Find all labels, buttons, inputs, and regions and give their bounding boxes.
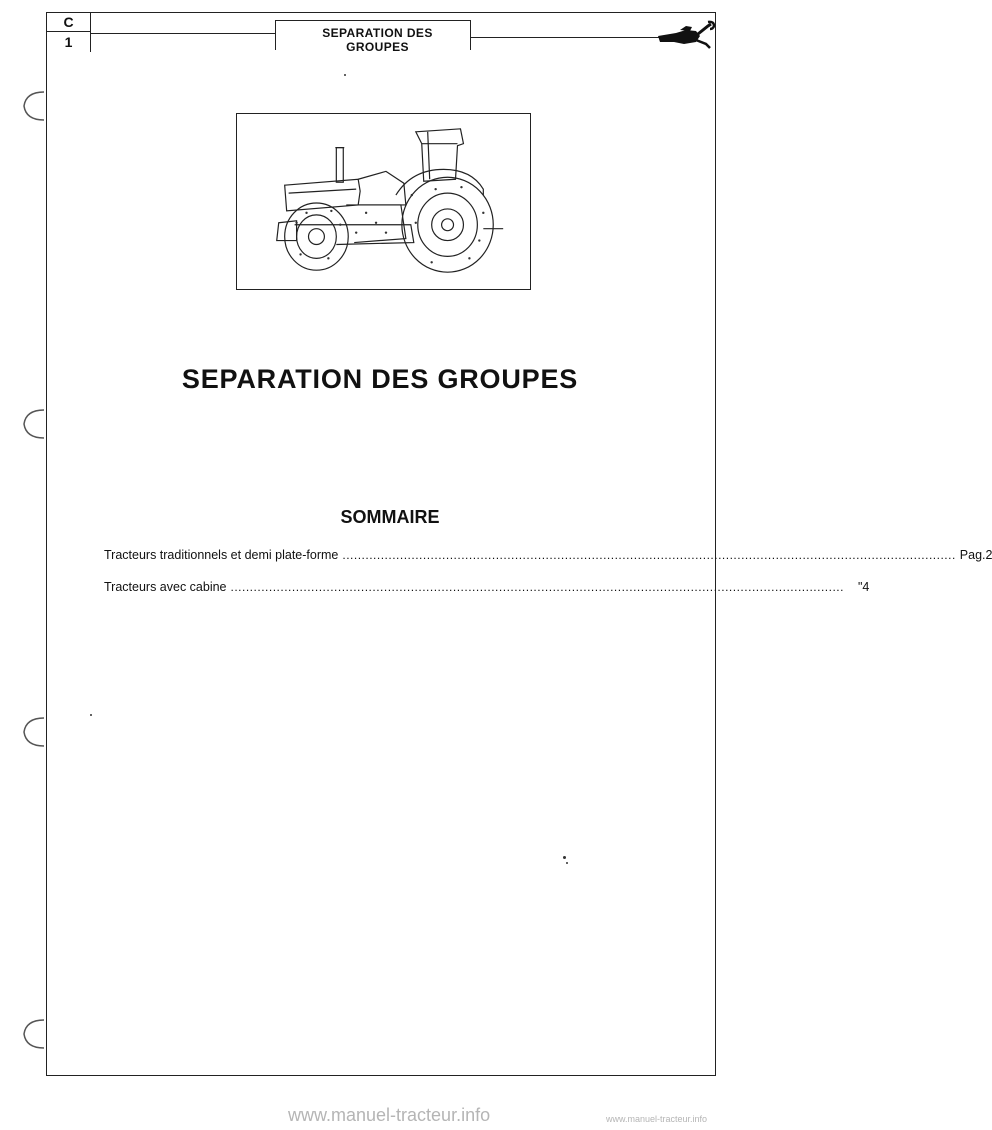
toc-entry-pag: " [857, 580, 863, 594]
header-rule-top [275, 20, 470, 21]
toc-entry-text: Tracteurs traditionnels et demi plate-forme [104, 548, 339, 562]
hand-wrench-icon [656, 20, 718, 50]
toc-entry-page: 4 [862, 580, 870, 594]
scan-speck [563, 856, 566, 859]
binder-hole-icon [18, 406, 46, 442]
toc-list-2 [104, 578, 870, 596]
tractor-illustration [237, 114, 530, 289]
toc-entry-text: Tracteurs avec cabine [104, 580, 227, 594]
toc-entry [104, 578, 870, 596]
scan-speck [344, 74, 346, 76]
toc-entry-pag: Pag. [959, 548, 986, 562]
footer-watermark: www.manuel-tracteur.info [288, 1105, 491, 1125]
header-title: SEPARATION DES GROUPES [322, 26, 433, 54]
toc-leader-dots: ................................................................................................................................................................ [342, 548, 956, 562]
header-tick-left [275, 20, 276, 50]
footer-watermark-small: www.manuel-tracteur.info [606, 1114, 708, 1124]
section-box [46, 12, 91, 52]
section-number: 1 [64, 34, 73, 50]
toc-leader-dots: ................................................................................................................................................................ [230, 580, 844, 594]
binder-hole-icon [18, 714, 46, 750]
header-rule-left [91, 33, 275, 34]
toc-list [104, 546, 992, 564]
scan-speck [90, 714, 92, 716]
toc-entry [104, 546, 992, 564]
header-tick-right [470, 20, 471, 50]
binder-hole-icon [18, 1016, 46, 1052]
header-rule-right [470, 37, 660, 38]
main-title: SEPARATION DES GROUPES [181, 364, 579, 394]
section-letter: C [46, 13, 91, 32]
tractor-figure [236, 113, 531, 290]
binder-hole-icon [18, 88, 46, 124]
scan-speck [566, 862, 568, 864]
sommaire-heading: SOMMAIRE [340, 507, 440, 527]
toc-entry-page: 2 [985, 548, 992, 562]
